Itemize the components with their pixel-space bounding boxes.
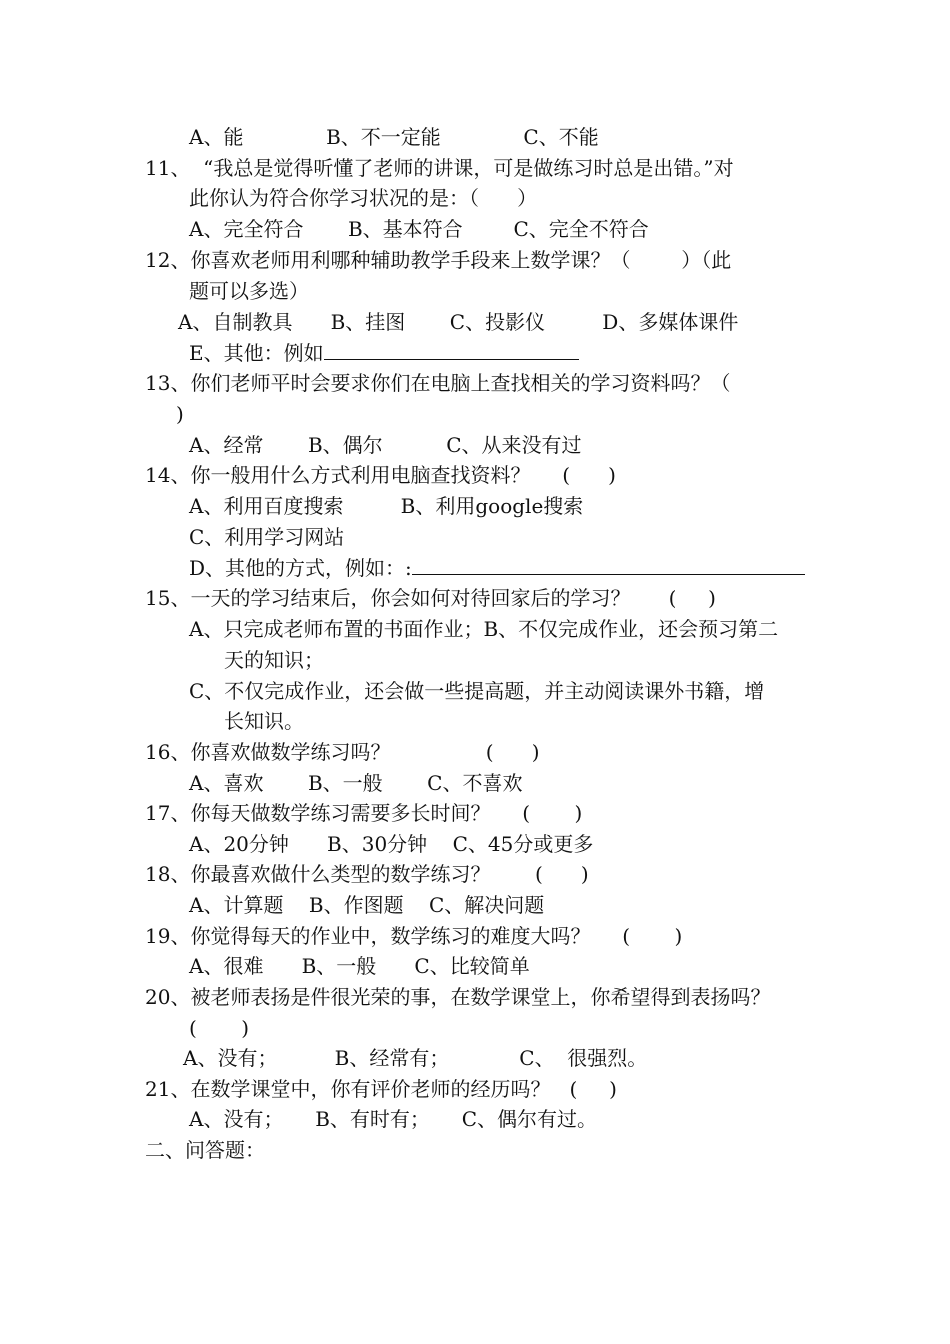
q17-text: 17、你每天做数学练习需要多长时间？ ( ) — [145, 801, 583, 825]
q16-options: A、喜欢 B、一般 C、不喜欢 — [189, 771, 523, 795]
q14-answer-blank[interactable] — [412, 556, 805, 575]
q15-option-ab: A、只完成老师布置的书面作业；B、不仅完成作业，还会预习第二 — [189, 617, 779, 641]
q14-option-d — [189, 556, 805, 580]
q20-text: 20、被老师表扬是件很光荣的事，在数学课堂上，你希望得到表扬吗？ — [145, 985, 771, 1009]
q20-options: A、没有； B、经常有； C、 很强烈。 — [183, 1046, 648, 1070]
q12-option-e — [189, 341, 579, 365]
q20-text-cont: ( ) — [189, 1016, 250, 1040]
q21-options: A、没有； B、有时有； C、偶尔有过。 — [189, 1107, 598, 1131]
q13-options: A、经常 B、偶尔 C、从来没有过 — [189, 433, 582, 457]
q12-option-e-label: E、其他：例如 — [189, 341, 324, 365]
q11-text-cont: 此你认为符合你学习状况的是：（ ） — [189, 186, 538, 210]
q18-text: 18、你最喜欢做什么类型的数学练习？ ( ) — [145, 862, 589, 886]
q18-options: A、计算题 B、作图题 C、解决问题 — [189, 893, 545, 917]
q14-text: 14、你一般用什么方式利用电脑查找资料？ ( ) — [145, 463, 616, 487]
q14-option-d-label: D、其他的方式，例如：: — [189, 556, 412, 580]
q13-text-cont: ) — [176, 402, 184, 426]
q13-text: 13、你们老师平时会要求你们在电脑上查找相关的学习资料吗？（ — [145, 371, 731, 395]
q11-options: A、完全符合 B、基本符合 C、完全不符合 — [189, 217, 649, 241]
q16-text: 16、你喜欢做数学练习吗？ ( ) — [145, 740, 540, 764]
q15-option-c-cont: 长知识。 — [224, 709, 304, 733]
q10-options: A、能 B、不一定能 C、不能 — [189, 125, 599, 149]
q19-text: 19、你觉得每天的作业中，数学练习的难度大吗？ ( ) — [145, 924, 683, 948]
q12-answer-blank[interactable] — [324, 341, 579, 360]
q15-option-b-cont: 天的知识； — [224, 648, 324, 672]
q15-text: 15、一天的学习结束后，你会如何对待回家后的学习？ ( ) — [145, 586, 716, 610]
q15-option-c: C、不仅完成作业，还会做一些提高题，并主动阅读课外书籍，增 — [189, 679, 765, 703]
section-heading-qa: 二、问答题： — [145, 1138, 265, 1162]
q12-text: 12、你喜欢老师用利哪种辅助教学手段来上数学课？（ ）（此 — [145, 248, 732, 272]
q17-options: A、20分钟 B、30分钟 C、45分或更多 — [189, 832, 594, 856]
q21-text: 21、在数学课堂中，你有评价老师的经历吗？ ( ) — [145, 1077, 617, 1101]
q12-text-cont: 题可以多选） — [189, 279, 309, 303]
q14-option-c: C、利用学习网站 — [189, 525, 345, 549]
q11-text: 11、 “我总是觉得听懂了老师的讲课，可是做练习时总是出错。”对 — [145, 156, 734, 180]
q19-options: A、很难 B、一般 C、比较简单 — [189, 954, 530, 978]
q14-options-ab: A、利用百度搜索 B、利用google搜索 — [189, 494, 584, 518]
q12-options: A、自制教具 B、挂图 C、投影仪 D、多媒体课件 — [178, 310, 739, 334]
